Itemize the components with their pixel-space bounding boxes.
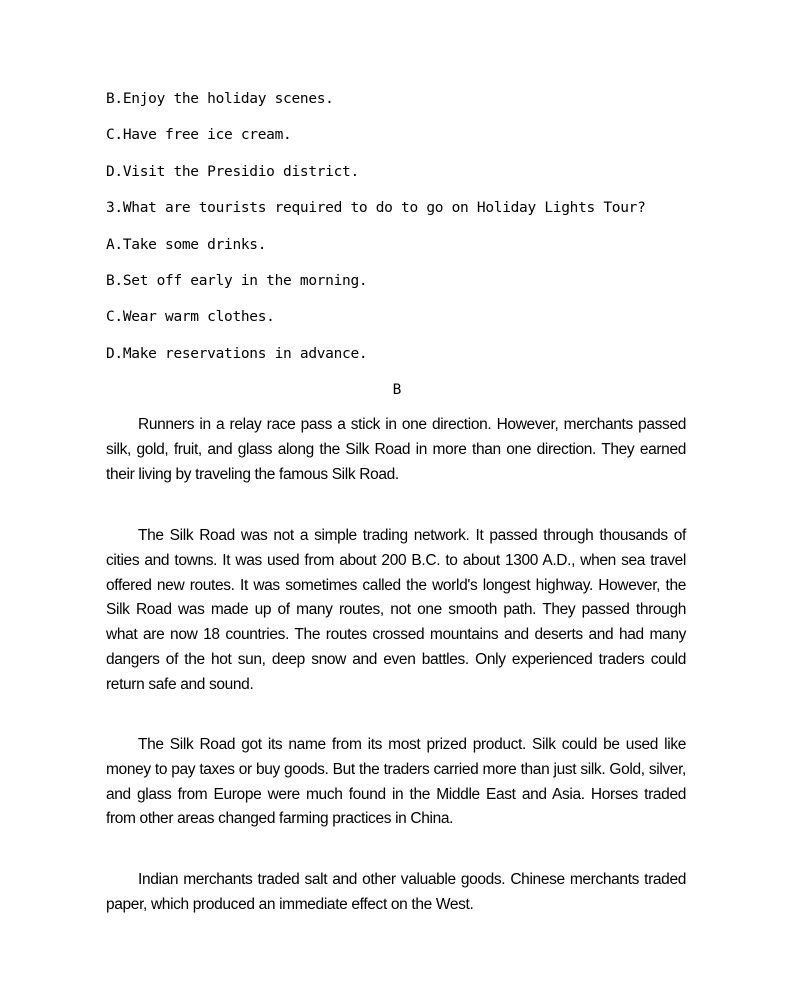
option-3a: A.Take some drinks. <box>106 237 267 253</box>
option-2c: C.Have free ice cream. <box>106 127 292 143</box>
passage-paragraph-2: The Silk Road was not a simple trading network. It passed through thousands of cities and towns. It was used from about 200 B.C. to about 1300 A.D., when sea travel offered new routes. It was sometimes called the world's longest highway. However, the Silk Road was made up of many routes, not one smooth path. They passed through what are now 18 countries. The routes crossed mountains and deserts and had many dangers of the hot sun, deep snow and even battles. Only experienced traders could return safe and sound. <box>106 527 686 693</box>
passage-paragraph-4: Indian merchants traded salt and other valuable goods. Chinese merchants traded paper, which produced an immediate effect on the West. <box>106 871 686 913</box>
passage-paragraph-3: The Silk Road got its name from its most prized product. Silk could be used like money to pay taxes or buy goods. But the traders carried more than just silk. Gold, silver, and glass from Europe were much found in the Middle East and Asia. Horses traded from other areas changed farming practices in China. <box>106 736 686 828</box>
option-3d: D.Make reservations in advance. <box>106 346 368 362</box>
passage-paragraph-1: Runners in a relay race pass a stick in one direction. However, merchants passed silk, gold, fruit, and glass along the Silk Road in more than one direction. They earned their living by traveling the famous Silk Road. <box>106 416 686 483</box>
option-2b: B.Enjoy the holiday scenes. <box>106 91 334 107</box>
option-3c: C.Wear warm clothes. <box>106 309 275 325</box>
section-label: B <box>392 382 402 398</box>
option-3b: B.Set off early in the morning. <box>106 273 368 289</box>
question-3: 3.What are tourists required to do to go on Holiday Lights Tour? <box>106 200 646 216</box>
option-2d: D.Visit the Presidio district. <box>106 164 359 180</box>
